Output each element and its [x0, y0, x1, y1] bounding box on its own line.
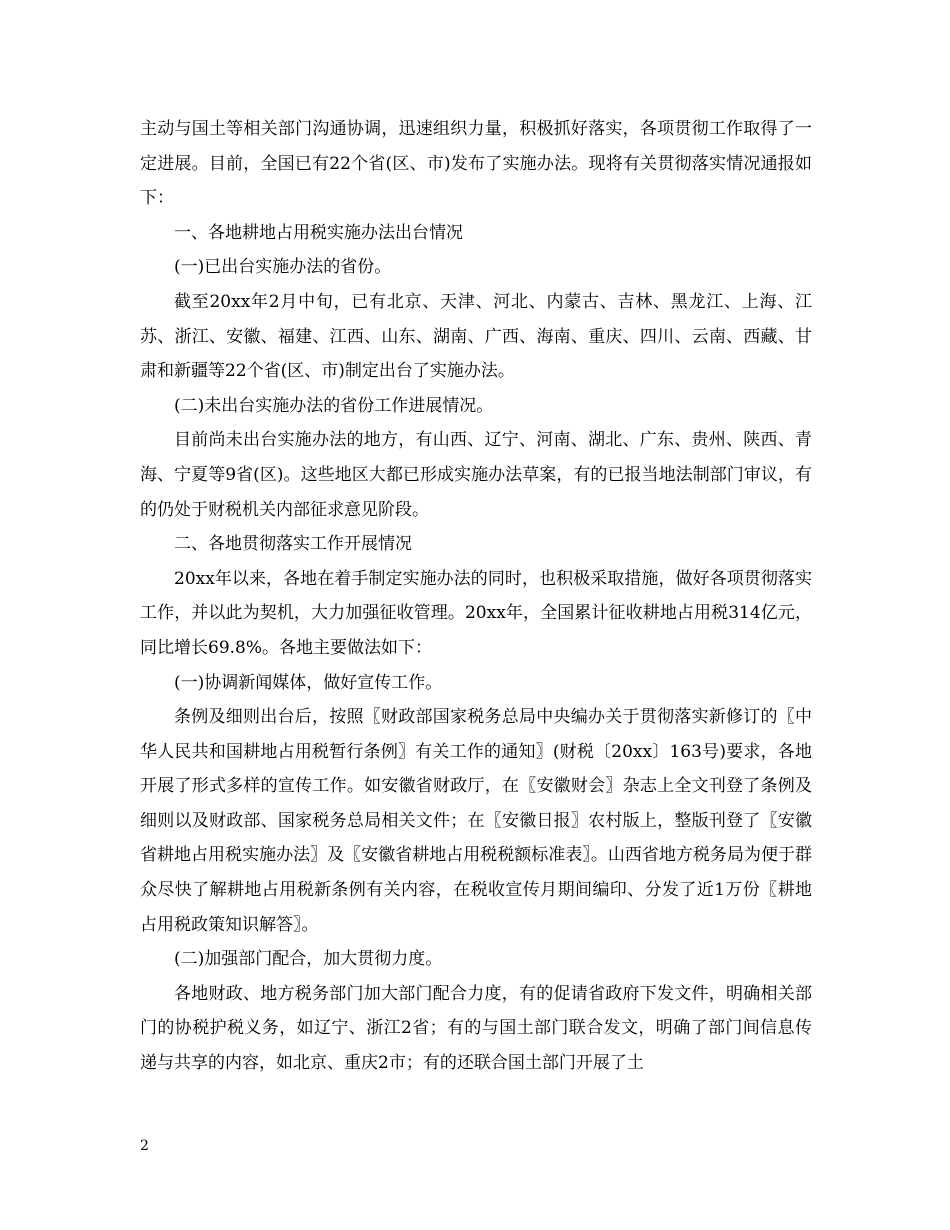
subheading-1-1: (一)已出台实施办法的省份。 — [174, 257, 392, 278]
paragraph-5: 条例及细则出台后，按照〖财政部国家税务总局中央编办关于贯彻落实新修订的〖中华人民共和国耕地占用税暂行条例〗有关工作的通知〗(财税〔20xx〕163号)要求，各地开展了形式多样的宣传工作。如安徽省财政厅，在〖安徽财会〗杂志上全文刊登了条例及细则以及财政部、国家税务总局相关文件；在〖安徽日报〗农村版上，整版刊登了〖安徽省耕地占用税实施办法〗及〖安徽省耕地占用税税额标准表〗。山西省地方税务局为便于群众尽快了解耕地占用税新条例有关内容，在税收宣传月期间编印、分发了近1万份〖耕地占用税政策知识解答〗。 — [140, 707, 812, 935]
subheading-2-2: (二)加强部门配合，加大贯彻力度。 — [174, 949, 443, 970]
document-body — [140, 112, 812, 1081]
paragraph-2: 截至20xx年2月中旬，已有北京、天津、河北、内蒙古、吉林、黑龙江、上海、江苏、浙江、安徽、福建、江西、山东、湖南、广西、海南、重庆、四川、云南、西藏、甘肃和新疆等22个省(区、市)制定出台了实施办法。 — [140, 291, 812, 382]
heading-section-1: 一、各地耕地占用税实施办法出台情况 — [174, 222, 463, 243]
heading-section-2: 二、各地贯彻落实工作开展情况 — [174, 534, 412, 555]
paragraph-6: 各地财政、地方税务部门加大部门配合力度，有的促请省政府下发文件，明确相关部门的协税护税义务，如辽宁、浙江2省；有的与国土部门联合发文，明确了部门间信息传递与共享的内容，如北京、重庆2市；有的还联合国土部门开展了土 — [140, 983, 812, 1074]
paragraph-4: 20xx年以来，各地在着手制定实施办法的同时，也积极采取措施，做好各项贯彻落实工作，并以此为契机，大力加强征收管理。20xx年，全国累计征收耕地占用税314亿元，同比增长69.8%。各地主要做法如下： — [140, 568, 812, 658]
subheading-1-2: (二)未出台实施办法的省份工作进展情况。 — [174, 395, 494, 416]
paragraph-3: 目前尚未出台实施办法的地方，有山西、辽宁、河南、湖北、广东、贵州、陕西、青海、宁夏等9省(区)。这些地区大都已形成实施办法草案，有的已报当地法制部门审议，有的仍处于财税机关内部征求意见阶段。 — [140, 430, 812, 520]
subheading-2-1: (一)协调新闻媒体，做好宣传工作。 — [174, 672, 443, 693]
page-number: 2 — [140, 1138, 149, 1154]
paragraph-1: 主动与国土等相关部门沟通协调，迅速组织力量，积极抓好落实，各项贯彻工作取得了一定进展。目前，全国已有22个省(区、市)发布了实施办法。现将有关贯彻落实情况通报如下： — [140, 119, 812, 209]
